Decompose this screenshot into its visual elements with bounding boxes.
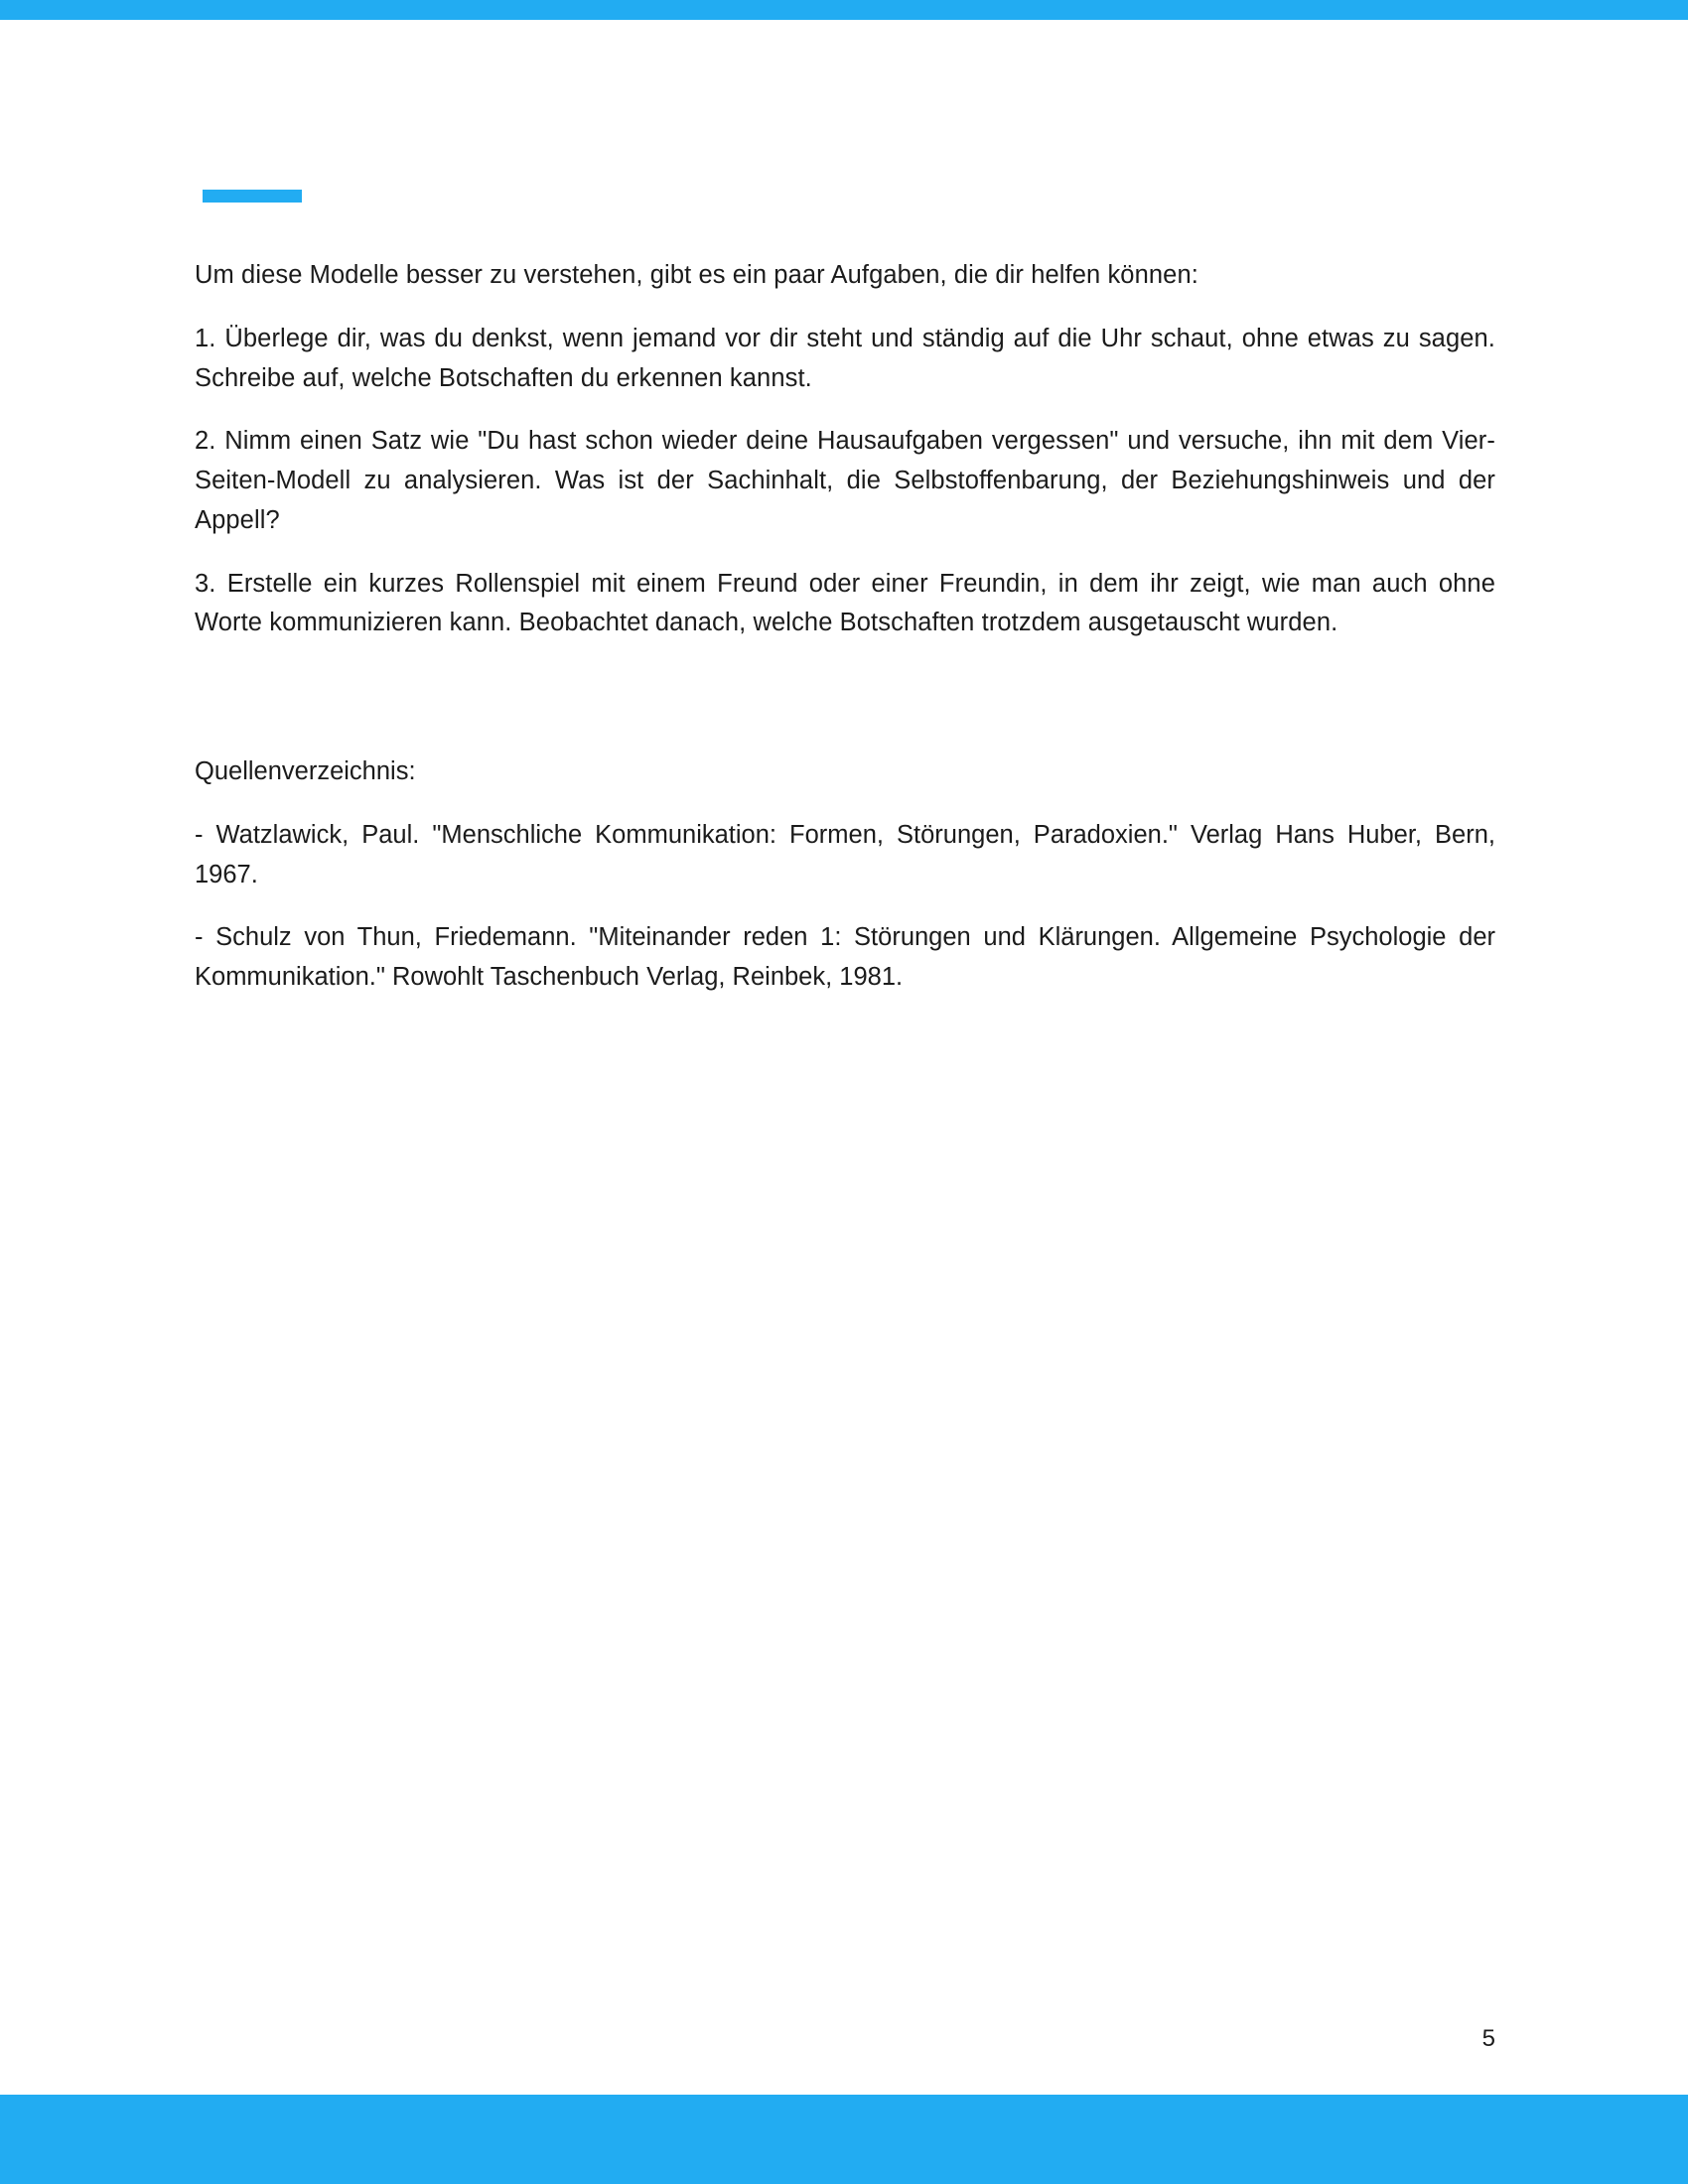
reference-item-1: - Watzlawick, Paul. "Menschliche Kommunikation: Formen, Störungen, Paradoxien." Verlag Hans Huber, Bern, 1967. [195,820,1495,888]
section-accent-rule [203,190,302,203]
task-item-3: 3. Erstelle ein kurzes Rollenspiel mit einem Freund oder einer Freundin, in dem ihr zeigt, wie man auch ohne Worte kommunizieren kann. Beobachtet danach, welche Botschaften trotzdem ausgetauscht wurden. [195,569,1495,637]
page-number: 5 [1481,2025,1495,2052]
intro-paragraph: Um diese Modelle besser zu verstehen, gibt es ein paar Aufgaben, die dir helfen können: [195,261,1198,289]
section-spacer [195,667,1495,752]
task-item-2: 2. Nimm einen Satz wie "Du hast schon wieder deine Hausaufgaben vergessen" und versuche, ihn mit dem Vier-Seiten-Modell zu analysieren. Was ist der Sachinhalt, die Selbstoffenbarung, der Beziehungshinweis und der Appell? [195,427,1495,534]
top-accent-bar [0,0,1688,20]
task-item-1: 1. Überlege dir, was du denkst, wenn jemand vor dir steht und ständig auf die Uhr schaut, ohne etwas zu sagen. Schreibe auf, welche Botschaften du erkennen kannst. [195,324,1495,392]
reference-item-2: - Schulz von Thun, Friedemann. "Miteinander reden 1: Störungen und Klärungen. Allgemeine Psychologie der Kommunikation." Rowohlt Taschenbuch Verlag, Reinbek, 1981. [195,923,1495,992]
bottom-accent-bar [0,2095,1688,2184]
bibliography-heading: Quellenverzeichnis: [195,757,416,786]
document-content [195,256,1495,1022]
